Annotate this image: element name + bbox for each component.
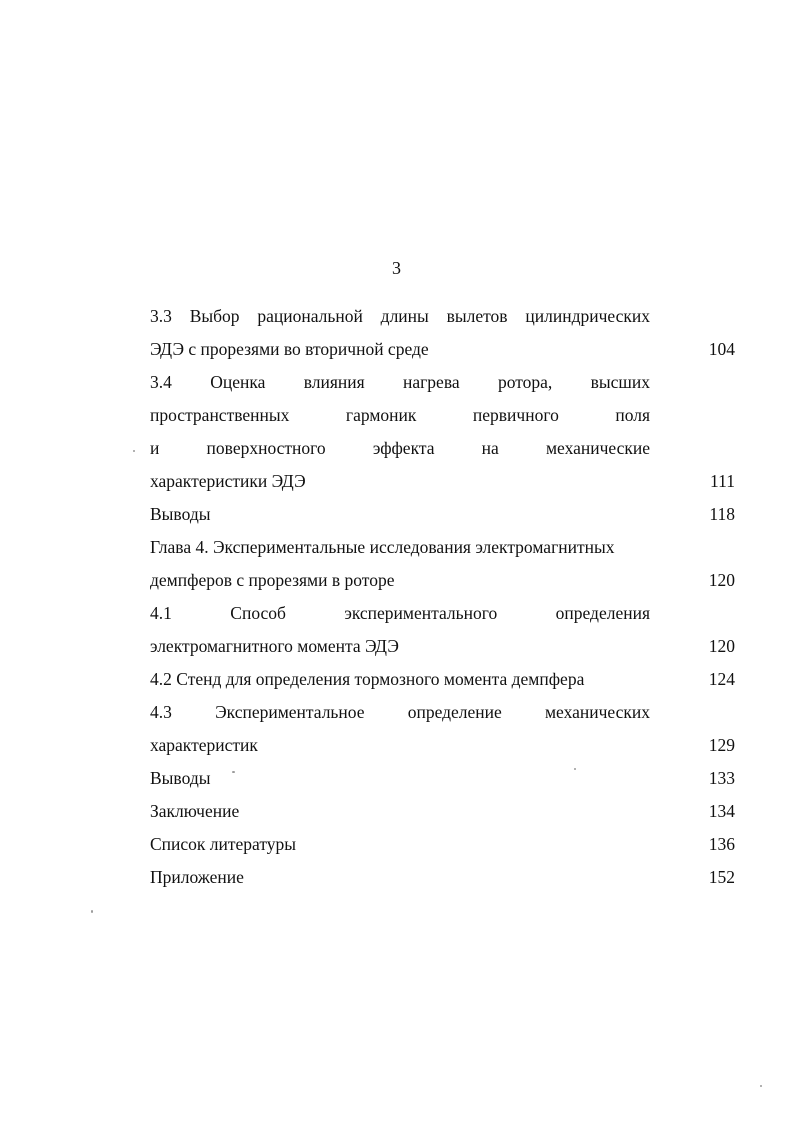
toc-entry-text: Выводы	[150, 504, 211, 524]
toc-row	[150, 498, 735, 531]
page-number: 3	[392, 258, 401, 278]
toc-row	[150, 696, 735, 729]
toc-entry-text: 4.2 Стенд для определения тормозного момента демпфера	[150, 669, 585, 689]
scan-speck	[574, 768, 576, 770]
toc-entry-text: 3.4 Оценка влияния нагрева ротора, высших	[150, 372, 650, 392]
toc-entry-page: 118	[709, 504, 735, 524]
toc-entry-text: 3.3 Выбор рациональной длины вылетов цилиндрических	[150, 306, 650, 326]
toc-row	[150, 630, 735, 663]
toc-row	[150, 531, 735, 564]
toc-row	[150, 729, 735, 762]
toc-row	[150, 861, 735, 894]
toc-row	[150, 465, 735, 498]
toc-row	[150, 333, 735, 366]
scan-speck	[232, 771, 235, 773]
toc-row	[150, 300, 735, 333]
toc-entry-page: 124	[708, 669, 735, 689]
toc-row	[150, 564, 735, 597]
toc-entry-text: 4.3 Экспериментальное определение механических	[150, 702, 650, 722]
toc-row	[150, 663, 735, 696]
toc-entry-text: Заключение	[150, 801, 240, 821]
toc-entry-text: пространственных гармоник первичного поля	[150, 405, 650, 425]
scan-speck	[133, 450, 135, 452]
toc-entry-page: 120	[708, 636, 735, 656]
toc-entry-page: 152	[708, 867, 735, 887]
toc-entry-text: Выводы	[150, 768, 211, 788]
toc-entry-page: 104	[708, 339, 735, 359]
toc-entry-text: ЭДЭ с прорезями во вторичной среде	[150, 339, 429, 359]
toc-entry-text: Список литературы	[150, 834, 297, 854]
toc-entry-text: Глава 4. Экспериментальные исследования электромагнитных	[150, 537, 615, 557]
toc-entry-text: демпферов с прорезями в роторе	[150, 570, 395, 590]
toc-row	[150, 828, 735, 861]
toc-entry-page: 129	[708, 735, 735, 755]
table-of-contents	[150, 300, 735, 894]
toc-row	[150, 795, 735, 828]
toc-entry-page: 133	[708, 768, 735, 788]
toc-row	[150, 597, 735, 630]
toc-entry-page: 120	[708, 570, 735, 590]
toc-entry-text: характеристик	[150, 735, 258, 755]
toc-row	[150, 432, 735, 465]
toc-entry-text: электромагнитного момента ЭДЭ	[150, 636, 399, 656]
toc-entry-text: 4.1 Способ экспериментального определения	[150, 603, 650, 623]
toc-entry-page: 111	[710, 471, 735, 491]
toc-entry-text: и поверхностного эффекта на механические	[150, 438, 650, 458]
scan-speck	[91, 910, 93, 913]
toc-entry-page: 134	[708, 801, 735, 821]
scan-speck	[760, 1085, 762, 1087]
toc-row	[150, 366, 735, 399]
toc-entry-text: Приложение	[150, 867, 244, 887]
toc-entry-page: 136	[708, 834, 735, 854]
toc-row	[150, 399, 735, 432]
toc-row	[150, 762, 735, 795]
toc-entry-text: характеристики ЭДЭ	[150, 471, 306, 491]
